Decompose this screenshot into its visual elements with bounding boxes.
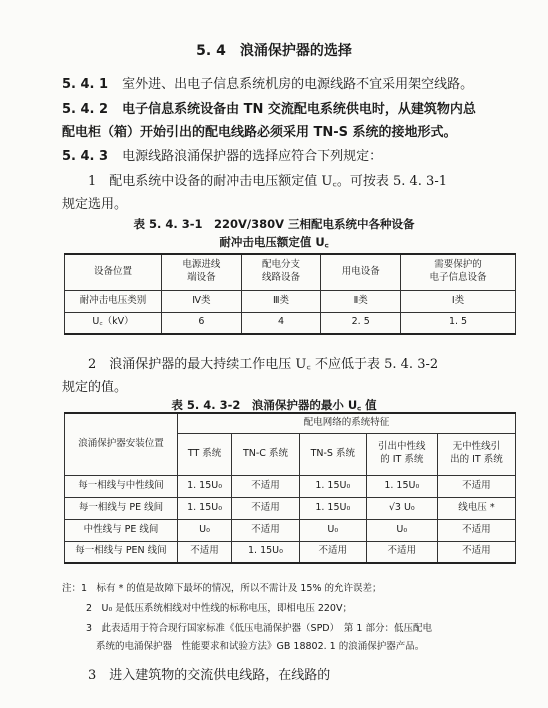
clause-text: 电子信息系统设备由 TN 交流配电系统供电时，从建筑物内总 [122,102,476,117]
table-header-cell: 用电设备 [321,254,401,290]
item-1-cont: 规定选用。 [62,197,128,212]
table1-caption: 表 5. 4. 3-1 220V/380V 三相配电系统中各种设备 [133,217,415,231]
table-cell: 每一相线与 PEN 线间 [65,541,178,563]
item-2: 2 浪涌保护器的最大持续工作电压 U꜀ 不应低于表 5. 4. 3-2 [88,357,439,372]
table1-caption-2: 耐冲击电压额定值 U꜀ [219,235,329,249]
table-cell: 中性线与 PE 线间 [65,519,178,541]
table-cell: 1. 15U₀ [299,497,366,519]
table-header-cell: TN-C 系统 [232,433,300,475]
table-row [65,497,516,519]
clause-number: 5. 4. 1 [62,77,109,92]
table-5-4-3-1 [64,253,516,335]
table2-caption: 表 5. 4. 3-2 浪涌保护器的最小 U꜀ 值 [171,398,377,412]
table-header-cell: 浪涌保护器安装位置 [65,413,178,475]
table-cell: 不适用 [232,497,300,519]
table-cell: 不适用 [437,519,515,541]
table-header-cell: TT 系统 [178,433,232,475]
table-cell: 1. 15U₀ [232,541,300,563]
table-cell: 不适用 [437,475,515,497]
table-row [65,312,516,334]
table-5-4-3-2 [64,412,516,564]
clause-text: 室外进、出电子信息系统机房的电源线路不宜采用架空线路。 [122,77,474,92]
item-3: 3 进入建筑物的交流供电线路，在线路的 [88,668,331,683]
clause-number: 5. 4. 2 [62,102,109,117]
table-cell: Ⅰ类 [401,290,516,312]
table-row [65,413,516,433]
table-header-cell: TN-S 系统 [299,433,366,475]
note-3: 3 此表适用于符合现行国家标准《低压电涌保护器（SPD） 第 1 部分：低压配电 [86,623,432,634]
page-fade [428,668,548,708]
table-cell: U₀ [178,519,232,541]
table-header-cell: 配电网络的系统特征 [178,413,516,433]
table-header-cell: 需要保护的 电子信息设备 [401,254,516,290]
table-header-cell: 配电分支 线路设备 [241,254,321,290]
table-cell: 不适用 [232,475,300,497]
note-3-cont: 系统的电涌保护器 性能要求和试验方法》GB 18802. 1 的浪涌保护器产品。 [96,641,425,652]
clause-5-4-2-cont: 配电柜（箱）开始引出的配电线路必须采用 TN-S 系统的接地形式。 [62,125,457,140]
table-cell: 耐冲击电压类别 [65,290,162,312]
table-row [65,290,516,312]
table-cell: Ⅲ类 [241,290,321,312]
note-1: 注：1 标有 * 的值是故障下最坏的情况，所以不需计及 15% 的允许误差； [62,583,382,594]
table-cell: 4 [241,312,321,334]
table-cell: 1. 15U₀ [178,475,232,497]
table-cell: U₀ [299,519,366,541]
table-header-cell: 设备位置 [65,254,162,290]
table-cell: U꜀（kV） [65,312,162,334]
item-1: 1 配电系统中设备的耐冲击电压额定值 U꜀。可按表 5. 4. 3-1 [88,174,447,189]
clause-text: 电源线路浪涌保护器的选择应符合下列规定： [122,149,383,164]
clause-5-4-2 [62,98,532,117]
table-cell: 不适用 [178,541,232,563]
clause-5-4-3 [62,145,532,164]
table-row [65,541,516,563]
table-cell: 1. 15U₀ [366,475,437,497]
table-cell: 1. 5 [401,312,516,334]
item-2-cont: 规定的值。 [62,380,128,395]
table-row [65,254,516,290]
table-cell: √3 U₀ [366,497,437,519]
table-cell: 不适用 [232,519,300,541]
table-header-cell: 无中性线引 出的 IT 系统 [437,433,515,475]
table-row [65,519,516,541]
table-cell: 1. 15U₀ [178,497,232,519]
table-cell: 每一相线与 PE 线间 [65,497,178,519]
table-cell: 1. 15U₀ [299,475,366,497]
table-row [65,475,516,497]
table-cell: 线电压 * [437,497,515,519]
table-cell: 2. 5 [321,312,401,334]
table-cell: U₀ [366,519,437,541]
table-cell: 不适用 [437,541,515,563]
table-cell: 不适用 [299,541,366,563]
table-cell: Ⅱ类 [321,290,401,312]
table-header-cell: 引出中性线 的 IT 系统 [366,433,437,475]
clause-5-4-1 [62,73,532,92]
table-cell: 每一相线与中性线间 [65,475,178,497]
section-title: 5. 4 浪涌保护器的选择 [196,43,352,59]
table-cell: 不适用 [366,541,437,563]
table-header-cell: 电源进线 端设备 [162,254,242,290]
note-2: 2 U₀ 是低压系统相线对中性线的标称电压，即相电压 220V； [86,603,352,614]
table-cell: Ⅳ类 [162,290,242,312]
clause-number: 5. 4. 3 [62,149,109,164]
table-cell: 6 [162,312,242,334]
